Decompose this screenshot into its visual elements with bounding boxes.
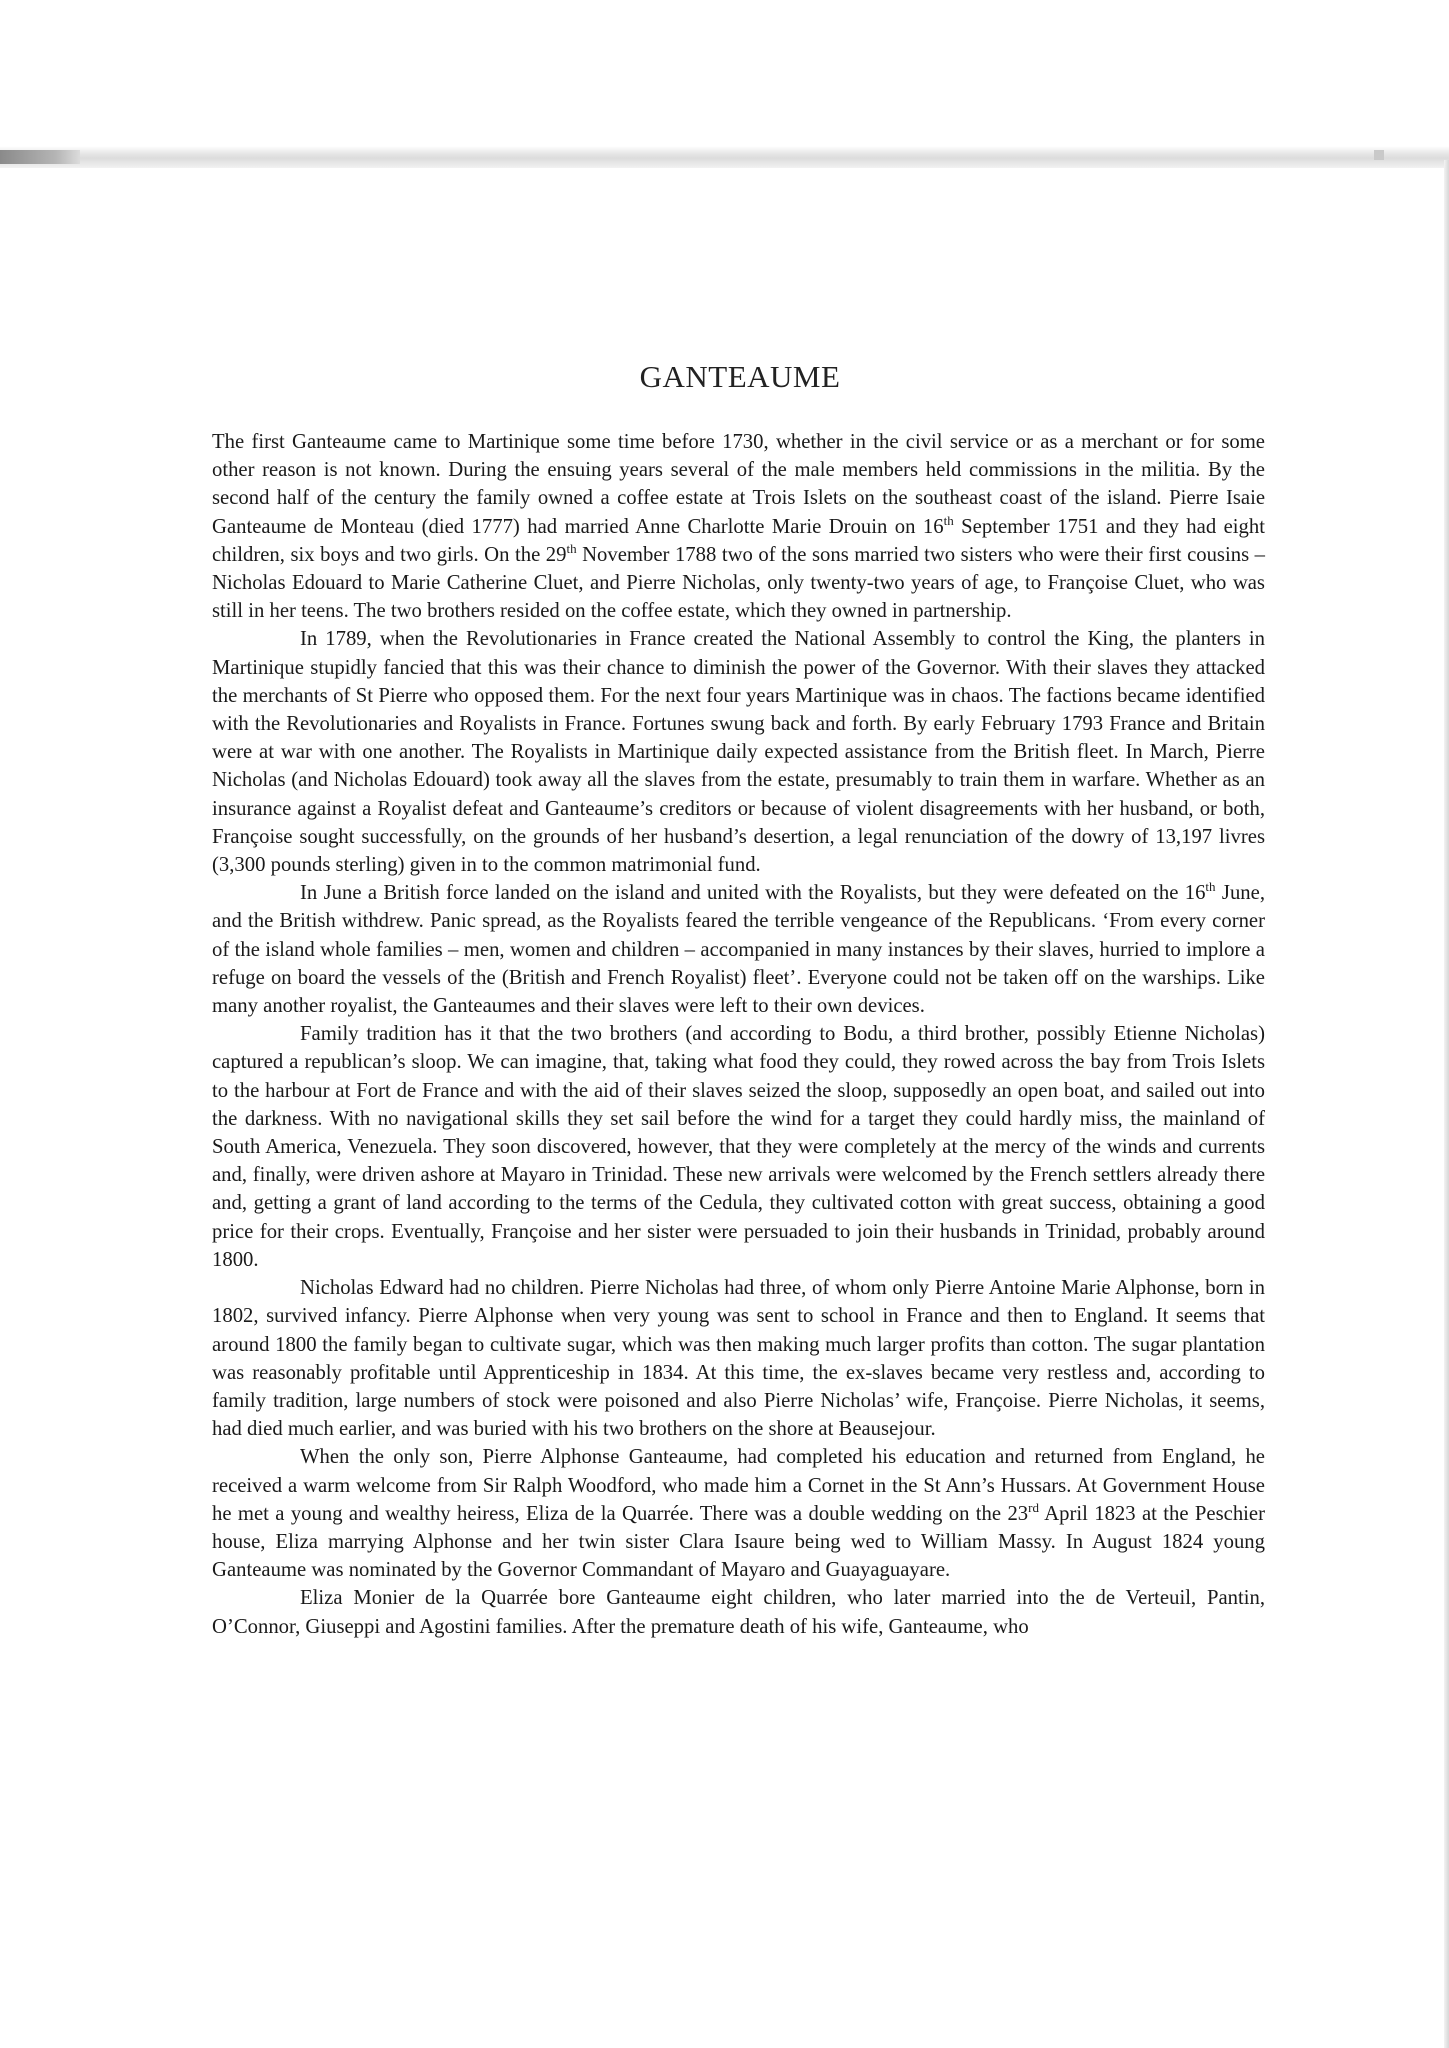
ordinal-superscript: th: [943, 512, 954, 528]
paragraph-text: June, and the British withdrew. Panic spread, as the Royalists feared the terrible vengeance of the Republicans. ‘From every corner of the island whole families – men, women and children – accompanied in many instances by their slaves, hurried to implore a refuge on board the vessels of the (British and French Royalist) fleet’. Everyone could not be taken off on the warships. Like many another royalist, the Ganteaumes and their slaves were left to their own devices.: [212, 882, 1265, 1018]
body-paragraph: [212, 1443, 1265, 1584]
paragraph-text: Eliza Monier de la Quarrée bore Ganteaume eight children, who later married into the de Verteuil, Pantin, O’Connor, Giuseppi and Agostini families. After the premature death of his wife, Ganteaume, who: [212, 1587, 1265, 1638]
body-paragraph: [212, 1020, 1265, 1274]
body-paragraph: [212, 1584, 1265, 1640]
paragraph-text: When the only son, Pierre Alphonse Ganteaume, had completed his education and returned from England, he received a warm welcome from Sir Ralph Woodford, who made him a Cornet in the St Ann’s Hussars. At Government House he met a young and wealthy heiress, Eliza de la Quarrée. There was a double wedding on the 23: [212, 1446, 1265, 1525]
paragraph-text: Nicholas Edward had no children. Pierre Nicholas had three, of whom only Pierre Antoine Marie Alphonse, born in 1802, survived infancy. Pierre Alphonse when very young was sent to school in France and then to England. It seems that around 1800 the family began to cultivate sugar, which was then making much larger profits than cotton. The sugar plantation was reasonably profitable until Apprenticeship in 1834. At this time, the ex-slaves became very restless and, according to family tradition, large numbers of stock were poisoned and also Pierre Nicholas’ wife, Françoise. Pierre Nicholas, it seems, had died much earlier, and was buried with his two brothers on the shore at Beausejour.: [212, 1277, 1265, 1441]
ordinal-superscript: th: [1205, 879, 1216, 895]
document-body: [212, 428, 1265, 1641]
paragraph-text: April 1823 at the Peschier house, Eliza marrying Alphonse and her twin sister Clara Isaure being wed to William Massy. In August 1824 young Ganteaume was nominated by the Governor Commandant of Mayaro and Guayaguayare.: [212, 1502, 1265, 1582]
ordinal-superscript: rd: [1028, 1499, 1039, 1515]
paragraph-text: Family tradition has it that the two brothers (and according to Bodu, a third brother, possibly Etienne Nicholas) captured a republican’s sloop. We can imagine, that, taking what food they could, they rowed across the bay from Trois Islets to the harbour at Fort de France and with the aid of their slaves seized the sloop, supposedly an open boat, and sailed out into the darkness. With no navigational skills they set sail before the wind for a target they could hardly miss, the mainland of South America, Venezuela. They soon discovered, however, that they were completely at the mercy of the winds and currents and, finally, were driven ashore at Mayaro in Trinidad. These new arrivals were welcomed by the French settlers already there and, getting a grant of land according to the terms of the Cedula, they cultivated cotton with great success, obtaining a good price for their crops. Eventually, Françoise and her sister were persuaded to join their husbands in Trinidad, probably around 1800.: [212, 1023, 1265, 1271]
paragraph-text: November 1788 two of the sons married two sisters who were their first cousins – Nicholas Edouard to Marie Catherine Cluet, and Pierre Nicholas, only twenty-two years of age, to Françoise Cluet, who was still in her teens. The two brothers resided on the coffee estate, which they owned in partnership.: [212, 543, 1265, 623]
paragraph-text: In 1789, when the Revolutionaries in France created the National Assembly to control the King, the planters in Martinique stupidly fancied that this was their chance to diminish the power of the Governor. With their slaves they attacked the merchants of St Pierre who opposed them. For the next four years Martinique was in chaos. The factions became identified with the Revolutionaries and Royalists in France. Fortunes swung back and forth. By early February 1793 France and Britain were at war with one another. The Royalists in Martinique daily expected assistance from the British fleet. In March, Pierre Nicholas (and Nicholas Edouard) took away all the slaves from the estate, presumably to train them in warfare. Whether as an insurance against a Royalist defeat and Ganteaume’s creditors or because of violent disagreements with her husband, or both, Françoise sought successfully, on the grounds of her husband’s desertion, a legal renunciation of the dowry of 13,197 livres (3,300 pounds sterling) given in to the common matrimonial fund.: [212, 628, 1265, 877]
body-paragraph: [212, 625, 1265, 879]
body-paragraph: [212, 1274, 1265, 1443]
paragraph-text: September 1751 and they had eight children, six boys and two girls. On the 29: [212, 515, 1265, 566]
scan-edge-mark-right: [1374, 150, 1384, 160]
body-paragraph: [212, 879, 1265, 1020]
body-paragraph: [212, 428, 1265, 625]
paragraph-text: The first Ganteaume came to Martinique some time before 1730, whether in the civil service or as a merchant or for some other reason is not known. During the ensuing years several of the male members held commissions in the militia. By the second half of the century the family owned a coffee estate at Trois Islets on the southeast coast of the island. Pierre Isaie Ganteaume de Monteau (died 1777) had married Anne Charlotte Marie Drouin on 16: [212, 431, 1265, 538]
page-title: GANTEAUME: [639, 359, 841, 394]
paragraph-text: In June a British force landed on the island and united with the Royalists, but they were defeated on the 16: [300, 882, 1206, 905]
ordinal-superscript: th: [566, 540, 577, 556]
scan-edge-band: [0, 146, 1449, 168]
scan-edge-mark-left: [0, 150, 80, 164]
page-edge-shadow: [1444, 160, 1449, 2048]
